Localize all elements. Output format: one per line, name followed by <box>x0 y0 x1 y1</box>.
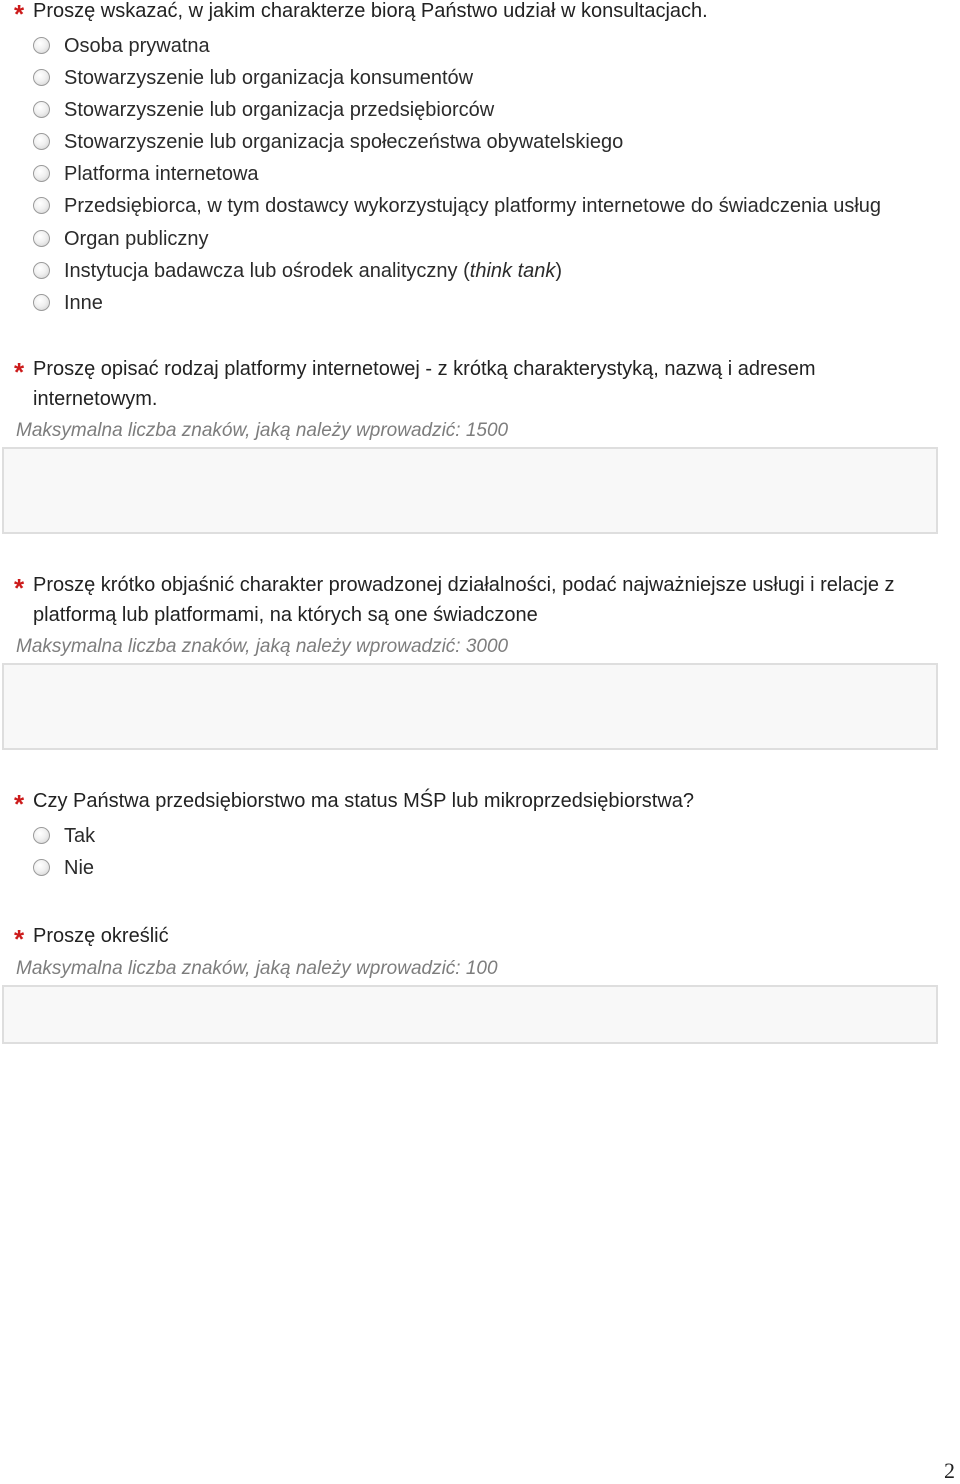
question-heading <box>0 355 913 414</box>
radio-button-icon[interactable] <box>33 101 50 118</box>
question-platform-description <box>0 355 960 446</box>
radio-option-yes[interactable] <box>0 820 960 852</box>
question-specify <box>0 922 960 984</box>
character-limit-hint: Maksymalna liczba znaków, jaką należy wprowadzić: 100 <box>16 957 498 979</box>
radio-option-online-platform[interactable] <box>0 158 960 190</box>
question-label: Proszę krótko objaśnić charakter prowadzonej działalności, podać najważniejsze usługi i relacje z platformą lub platformami, na których są one świadczone <box>33 574 895 626</box>
page-number: 2 <box>944 1458 955 1483</box>
question-participation-role <box>0 0 960 319</box>
radio-option-public-authority[interactable] <box>0 223 960 255</box>
required-asterisk-icon: * <box>14 924 25 954</box>
question-label: Czy Państwa przedsiębiorstwo ma status MŚP lub mikroprzedsiębiorstwa? <box>33 790 695 812</box>
radio-button-icon[interactable] <box>33 294 50 311</box>
radio-option-label-emphasis: think tank <box>469 259 556 282</box>
radio-button-icon[interactable] <box>33 230 50 247</box>
question-sme-status <box>0 787 960 884</box>
radio-option-label <box>64 260 562 282</box>
radio-option-business-user[interactable] <box>0 190 960 222</box>
radio-group <box>0 820 960 884</box>
radio-button-icon[interactable] <box>33 197 50 214</box>
radio-option-other[interactable] <box>0 287 960 319</box>
specify-text-input[interactable] <box>2 985 938 1044</box>
radio-option-label: Inne <box>64 292 103 314</box>
radio-button-icon[interactable] <box>33 133 50 150</box>
character-limit-hint: Maksymalna liczba znaków, jaką należy wprowadzić: 1500 <box>16 420 509 441</box>
question-business-activity <box>0 571 960 662</box>
radio-group <box>0 30 960 320</box>
question-label: Proszę wskazać, w jakim charakterze biorą Państwo udział w konsultacjach. <box>33 0 708 22</box>
character-limit-hint: Maksymalna liczba znaków, jaką należy wprowadzić: 3000 <box>16 636 509 657</box>
radio-option-label: Organ publiczny <box>64 227 209 250</box>
radio-button-icon[interactable] <box>33 827 50 844</box>
radio-option-private-person[interactable] <box>0 30 960 62</box>
radio-option-civil-society-organization[interactable] <box>0 126 960 158</box>
radio-option-label: Osoba prywatna <box>64 34 210 57</box>
radio-option-research-institution[interactable] <box>0 255 960 287</box>
radio-button-icon[interactable] <box>33 69 50 86</box>
required-asterisk-icon: * <box>14 573 25 603</box>
required-asterisk-icon: * <box>14 357 25 387</box>
business-activity-textarea[interactable] <box>2 663 938 750</box>
radio-option-label: Stowarzyszenie lub organizacja konsumentów <box>64 66 474 89</box>
question-label: Proszę opisać rodzaj platformy internetowej - z krótką charakterystyką, nazwą i adresem internetowym. <box>33 358 816 410</box>
radio-option-business-organization[interactable] <box>0 94 960 126</box>
radio-option-label-suffix: ) <box>555 259 563 282</box>
required-asterisk-icon: * <box>14 0 25 29</box>
radio-option-label: Nie <box>64 856 95 879</box>
radio-option-label: Tak <box>64 824 96 847</box>
radio-option-label-prefix: Instytucja badawcza lub ośrodek analityczny ( <box>64 259 470 282</box>
radio-button-icon[interactable] <box>33 165 50 182</box>
radio-option-no[interactable] <box>0 852 960 884</box>
question-heading <box>0 787 913 817</box>
question-heading <box>0 0 913 27</box>
radio-button-icon[interactable] <box>33 37 50 54</box>
radio-option-consumer-organization[interactable] <box>0 62 960 94</box>
question-heading <box>0 571 913 630</box>
required-asterisk-icon: * <box>14 789 25 819</box>
radio-option-label: Platforma internetowa <box>64 163 259 186</box>
platform-description-textarea[interactable] <box>2 447 938 534</box>
radio-button-icon[interactable] <box>33 262 50 279</box>
radio-option-label: Stowarzyszenie lub organizacja społeczeństwa obywatelskiego <box>64 131 624 154</box>
question-heading <box>0 922 913 952</box>
radio-option-label: Przedsiębiorca, w tym dostawcy wykorzystujący platformy internetowe do świadczenia usług <box>64 195 882 218</box>
radio-button-icon[interactable] <box>33 859 50 876</box>
question-label: Proszę określić <box>33 925 169 947</box>
radio-option-label: Stowarzyszenie lub organizacja przedsiębiorców <box>64 98 495 121</box>
